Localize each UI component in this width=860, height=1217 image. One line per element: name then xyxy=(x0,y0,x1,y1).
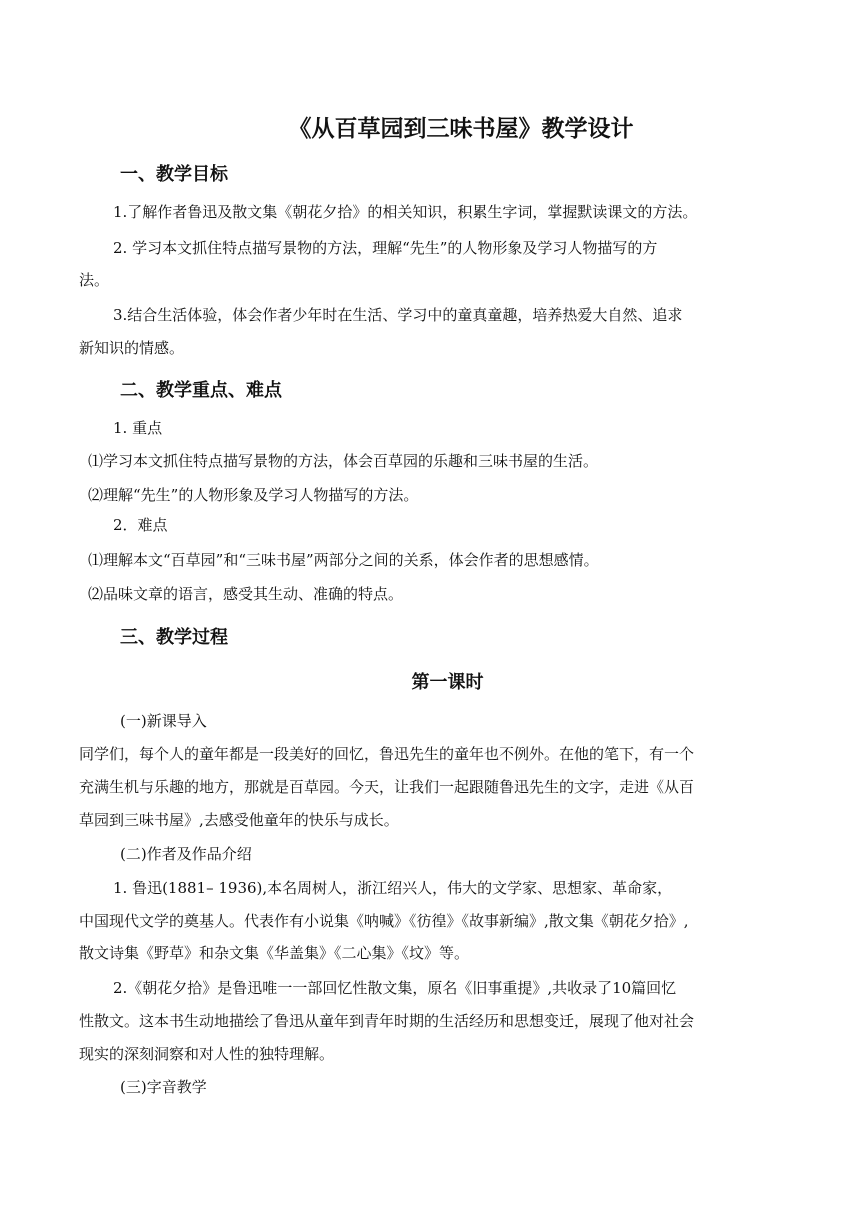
difficulty-2: ⑵品味文章的语言，感受其生动、准确的特点。 xyxy=(88,585,404,603)
author-2-line-1: 2.《朝花夕拾》是鲁迅唯一一部回忆性散文集，原名《旧事重提》,共收录了10篇回忆 xyxy=(113,979,677,997)
document-title: 《从百草园到三味书屋》教学设计 xyxy=(288,116,634,142)
difficulty-1: ⑴理解本文“百草园”和“三味书屋”两部分之间的关系，体会作者的思想感情。 xyxy=(88,551,599,569)
goal-3-line-1: 3.结合生活体验，体会作者少年时在生活、学习中的童真童趣，培养热爱大自然、追求 xyxy=(113,306,683,324)
author-1-line-3: 散文诗集《野草》和杂文集《华盖集》《二心集》《坟》等。 xyxy=(79,944,470,962)
goal-3-line-2: 新知识的情感。 xyxy=(79,339,185,357)
section-heading-process: 三、教学过程 xyxy=(120,627,228,648)
intro-heading: (一)新课导入 xyxy=(120,712,207,730)
author-2-line-2: 性散文。这本书生动地描绘了鲁迅从童年到青年时期的生活经历和思想变迁，展现了他对社会 xyxy=(79,1012,695,1030)
section-heading-goals: 一、教学目标 xyxy=(120,164,228,185)
key-point-2: ⑵理解“先生”的人物形象及学习人物描写的方法。 xyxy=(88,486,419,504)
author-1-line-2: 中国现代文学的奠基人。代表作有小说集《呐喊》《彷徨》《故事新编》,散文集《朝花夕拾》, xyxy=(79,912,689,930)
intro-line-1: 同学们，每个人的童年都是一段美好的回忆，鲁迅先生的童年也不例外。在他的笔下，有一个 xyxy=(79,745,695,763)
goal-1: 1.了解作者鲁迅及散文集《朝花夕拾》的相关知识，积累生字词，掌握默读课文的方法。 xyxy=(113,203,698,221)
key-point-1: ⑴学习本文抓住特点描写景物的方法，体会百草园的乐趣和三味书屋的生活。 xyxy=(88,452,599,470)
lesson-heading: 第一课时 xyxy=(411,672,484,693)
goal-2-line-1: 2. 学习本文抓住特点描写景物的方法，理解“先生”的人物形象及学习人物描写的方 xyxy=(113,239,658,257)
intro-line-3: 草园到三味书屋》,去感受他童年的快乐与成长。 xyxy=(79,811,399,829)
intro-line-2: 充满生机与乐趣的地方，那就是百草园。今天，让我们一起跟随鲁迅先生的文字，走进《从百 xyxy=(79,778,695,796)
author-heading: (二)作者及作品介绍 xyxy=(120,845,252,863)
goal-2-line-2: 法。 xyxy=(79,271,110,289)
key-label: 1. 重点 xyxy=(113,419,163,437)
author-2-line-3: 现实的深刻洞察和对人性的独特理解。 xyxy=(79,1045,335,1063)
difficulty-label: 2．难点 xyxy=(113,516,168,534)
author-1-line-1: 1. 鲁迅(1881– 1936),本名周树人，浙江绍兴人，伟大的文学家、思想家、革命家， xyxy=(113,879,673,897)
pronunciation-heading: (三)字音教学 xyxy=(120,1078,207,1096)
section-heading-key-points: 二、教学重点、难点 xyxy=(120,380,282,401)
